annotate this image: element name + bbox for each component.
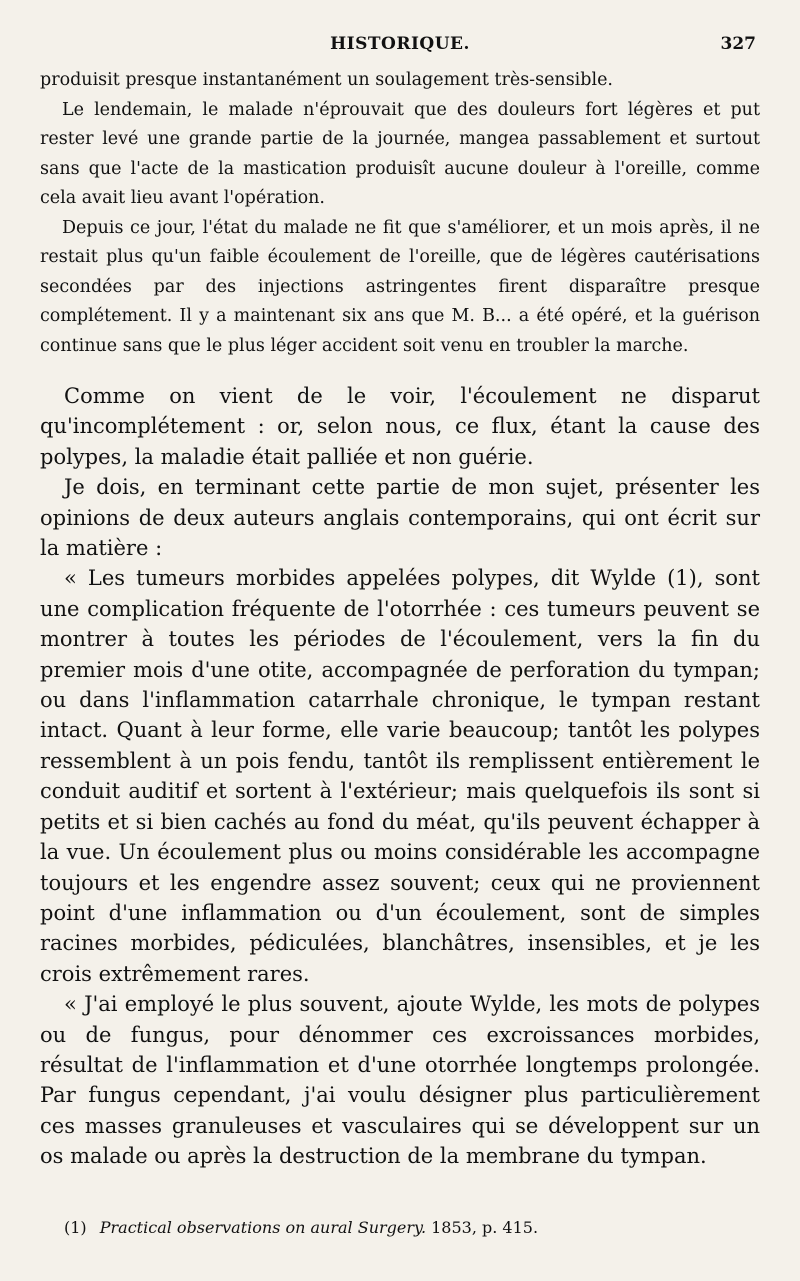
paragraph: « J'ai employé le plus souvent, ajoute Wylde, les mots de polypes ou de fungus, pour dénommer ces excroissances morbides, résultat de l'inflammation et d'une otorrhée longtemps prolongée. Par fungus cependant, j'ai voulu désigner plus particulièrement ces masses granuleuses et vasculaires qui se développent sur un os malade ou après la destruction de la membrane du tympan. [40,992,760,1169]
paragraph: Depuis ce jour, l'état du malade ne fit que s'améliorer, et un mois après, il ne restait plus qu'un faible écoulement de l'oreille, que de légères cautérisations secondées par des injections astringentes firent disparaître presque complétement. Il y a maintenant six ans que M. B... a été opéré, et la guérison continue sans que le plus léger accident soit venu en troubler la marche. [40,217,760,356]
case-report-paragraphs [40,66,760,361]
paragraph: Le lendemain, le malade n'éprouvait que des douleurs fort légères et put rester levé une grande partie de la journée, mangea passablement et surtout sans que l'acte de la mastication produisît aucune douleur à l'oreille, comme cela avait lieu avant l'opération. [40,99,760,208]
running-title: HISTORIQUE. [330,34,470,54]
footnote-mark: (1) [64,1218,87,1237]
footnote-title: Practical observations on aural Surgery. [99,1218,427,1237]
page-header [40,34,760,60]
paragraph: « Les tumeurs morbides appelées polypes, dit Wylde (1), sont une complication fréquente de l'otorrhée : ces tumeurs peuvent se montrer à toutes les périodes de l'écoulement, vers la fin du premier mois d'une otite, accompagnée de perforation du tympan; ou dans l'inflammation catarrhale chronique, le tympan restant intact. Quant à leur forme, elle varie beaucoup; tantôt les polypes ressemblent à un pois fendu, tantôt ils remplissent entièrement le conduit auditif et sortent à l'extérieur; mais quelquefois ils sont si petits et si bien cachés au fond du méat, qu'ils peuvent échapper à la vue. Un écoulement plus ou moins considérable les accompagne toujours et les engendre assez souvent; ceux qui ne proviennent point d'une inflammation ou d'un écoulement, sont de simples racines morbides, pédiculées, blanchâtres, insensibles, et je les crois extrêmement rares. [40,566,760,986]
paragraph: Comme on vient de le voir, l'écoulement ne disparut qu'incomplétement : or, selon nous, ce flux, étant la cause des polypes, la maladie était palliée et non guérie. [40,384,760,469]
footnote [64,1218,760,1237]
footnote-citation: 1853, p. 415. [431,1218,539,1237]
main-paragraphs [40,381,760,1172]
body-text [40,66,760,1172]
paragraph: produisit presque instantanément un soulagement très-sensible. [40,70,613,90]
page-number: 327 [720,34,756,54]
paragraph: Je dois, en terminant cette partie de mon sujet, présenter les opinions de deux auteurs anglais contemporains, qui ont écrit sur la matière : [40,475,760,561]
